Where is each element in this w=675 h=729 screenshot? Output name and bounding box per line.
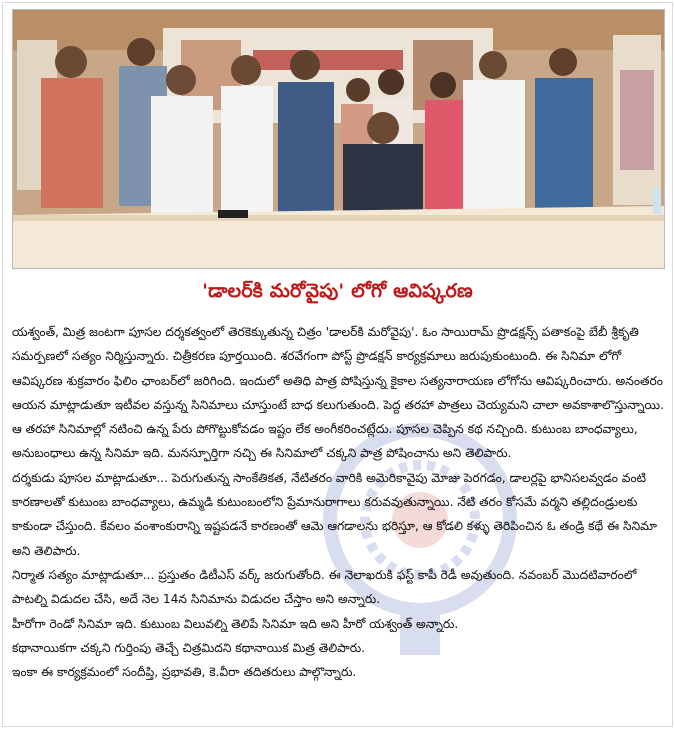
article-headline: 'డాలర్‌కి మరోవైపు' లోగో ఆవిష్కరణ: [202, 280, 473, 302]
article-paragraph-1: యశ్వంత్, మిత్ర జంటగా పూసల దర్శకత్వంలో తెరకెక్కుతున్న చిత్రం 'డాలర్‌కి మరోవైపు'. ఓం సాయిరామ్ ప్రొడక్షన్స్ పతాకంపై బేబీ శ్రీకృతి సమర్పణలో సత్యం నిర్మిస్తున్నారు. చిత్రీకరణ పూర్తయింది. శరవేగంగా పోస్ట్ ప్రొడక్షన్ కార్యక్రమాలు జరుపుకుంటుంది. ఈ సినిమా లోగో ఆవిష్కరణ శుక్రవారం ఫిలిం ఛాంబర్‌లో జరిగింది. ఇందులో అతిధి పాత్ర పోషిస్తున్న కైకాల సత్యనారాయణ లోగోను ఆవిష్కరించారు. అనంతరం ఆయన మాట్లాడుతూ ఇటీవల వస్తున్న సినిమాలు చూస్తుంటే బాధ కలుగుతుంది. పెద్ద తరహా పాత్రలు చెయ్యమని చాలా అవకాశాలొస్తున్నాయి. ఆ తరహా సినిమాల్లో నటించి ఉన్న పేరు పోగొట్టుకోవడం ఇష్టం లేక అంగీకరించట్లేదు. పూసల చెప్పిన కథ నచ్చింది. కుటుంబ బాంధవ్యాలు, అనుబంధాలు ఉన్న సినిమా ఇది. మనస్ఫూర్తిగా నచ్చి ఈ సినిమాలో చక్కని పాత్ర పోషించాను అని తెలిపారు.: [12, 325, 664, 461]
article-body: [12, 320, 664, 684]
article-paragraph-3: నిర్మాత సత్యం మాట్లాడుతూ... ప్రస్తుతం డిటీఎస్ వర్క్ జరుగుతోంది. ఈ నెలాఖరుకి ఫస్ట్ కాపీ రెడీ అవుతుంది. నవంబర్ మొదటివారంలో పాటల్ని విడుదల చేసి, అదే నెల 14న సినిమాను విడుదల చేస్తాం అని అన్నారు.: [12, 567, 637, 607]
article-paragraph-4: హీరోగా రెండో సినిమా ఇది. కుటుంబ విలువల్ని తెలిపే సినిమా ఇది అని హీరో యశ్వంత్ అన్నారు.: [12, 616, 459, 631]
press-meet-photo: [12, 9, 665, 269]
article-paragraph-5: కథానాయికగా చక్కని గుర్తింపు తెచ్చే చిత్రమిదని కథానాయిక మిత్ర తెలిపారు.: [12, 640, 366, 655]
press-meet-photo-icon: [13, 10, 664, 268]
article-paragraph-6: ఇంకా ఈ కార్యక్రమంలో సందీప్తి, ప్రభావతి, కె.వీరా తదితరులు పాల్గొన్నారు.: [12, 665, 357, 680]
article-paragraph-2: దర్శకుడు పూసల మాట్లాడుతూ... పెరుగుతున్న సాంకేతికత, నేటితరం వారికి అమెరికావైపు మోజు పెరగడం, డాలర్లపై భానిసలవ్వడం వంటి కారణాలతో కుటుంబ బాంధవ్యాలు, ఉమ్మడి కుటుంబంలోని ప్రేమానురాగాలు కరువవుతున్నాయి. నేటి తరం కోసమే వర్మని తల్లిదండ్రులకు కాకుండా చేస్తుంది. కేవలం వంశాంకురాన్ని ఇష్టపడనే కారణంతో ఆమె ఆగడాలను భరిస్తూ, ఆ కోడలి కళ్ళు తెరిపించిన ఓ తండ్రి కథే ఈ సినిమా అని తెలిపారు.: [12, 470, 657, 558]
